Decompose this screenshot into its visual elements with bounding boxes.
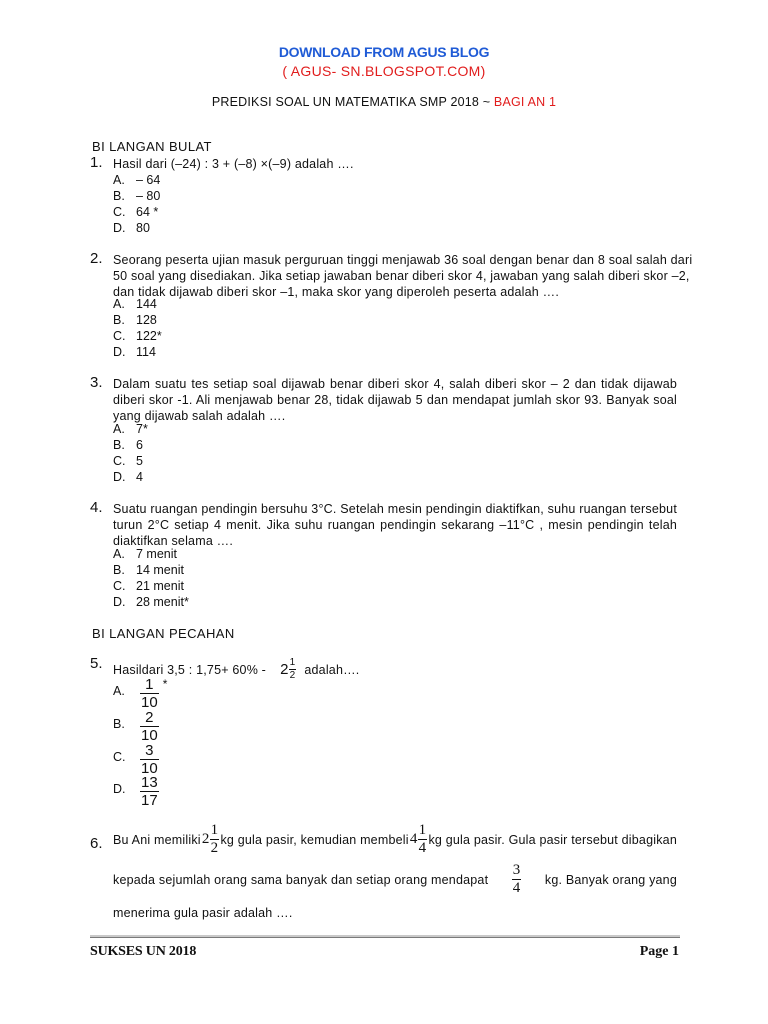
fraction-numerator: 1 xyxy=(210,822,219,838)
option-d xyxy=(113,595,189,609)
option-a xyxy=(113,173,160,187)
option-text: 28 menit* xyxy=(136,595,189,609)
option-c xyxy=(113,205,158,219)
option-letter: D. xyxy=(113,782,126,796)
option-fraction-b xyxy=(140,710,159,743)
fraction-denominator: 2 xyxy=(210,840,219,856)
option-b xyxy=(113,563,184,577)
option-letter: B. xyxy=(113,313,125,327)
question-text: kg gula pasir, kemudian membeli xyxy=(220,832,409,847)
question-text: kg gula pasir. Gula pasir tersebut dibagikan xyxy=(428,832,677,847)
option-letter: A. xyxy=(113,173,125,187)
fraction-numerator: 3 xyxy=(512,862,521,878)
mixed-fraction xyxy=(289,658,297,681)
option-text: 128 xyxy=(136,313,157,327)
option-text: 7* xyxy=(136,422,148,436)
option-text: 114 xyxy=(136,345,156,359)
option-letter: B. xyxy=(113,717,125,731)
header-title: DOWNLOAD FROM AGUS BLOG xyxy=(278,44,490,60)
question-text: Hasil dari (–24) : 3 + (–8) ×(–9) adalah …. xyxy=(113,157,354,171)
option-letter: A. xyxy=(113,422,125,436)
option-a xyxy=(113,422,148,436)
question-line: menerima gula pasir adalah …. xyxy=(113,906,293,920)
question-line: turun 2°C setiap 4 menit. Jika suhu ruangan pendingin sekarang –11°C , mesin pendingin telah xyxy=(113,518,677,532)
option-fraction-c xyxy=(140,743,159,776)
option-letter: C. xyxy=(113,205,126,219)
option-fraction-d xyxy=(140,775,159,808)
question-text: Bu Ani memiliki xyxy=(113,832,201,847)
mixed-whole: 4 xyxy=(409,831,418,847)
correct-mark: * xyxy=(162,677,168,691)
fraction-denominator: 4 xyxy=(512,880,521,896)
option-letter: B. xyxy=(113,563,125,577)
option-letter: A. xyxy=(113,297,125,311)
question-line: dan tidak dijawab diberi skor –1, maka skor yang diperoleh peserta adalah …. xyxy=(113,285,560,299)
fraction-numerator: 3 xyxy=(145,742,154,759)
option-text: 64 * xyxy=(136,205,159,219)
option-text: – 80 xyxy=(136,189,161,203)
option-letter: C. xyxy=(113,454,126,468)
option-text: 144 xyxy=(136,297,157,311)
question-number: 5. xyxy=(90,655,103,672)
fraction-numerator: 13 xyxy=(141,774,158,791)
option-letter: D. xyxy=(113,345,126,359)
question-line: Suatu ruangan pendingin bersuhu 3°C. Setelah mesin pendingin diaktifkan, suhu ruangan tersebut xyxy=(113,502,677,516)
fraction-denominator: 2 xyxy=(289,670,296,681)
option-letter: B. xyxy=(113,438,125,452)
option-b xyxy=(113,313,157,327)
question-number: 2. xyxy=(90,250,103,267)
option-letter: C. xyxy=(113,329,126,343)
mixed-fraction xyxy=(210,823,220,856)
footer-page-number: Page 1 xyxy=(639,944,679,959)
option-c xyxy=(113,454,143,468)
question-line: Seorang peserta ujian masuk perguruan tinggi menjawab 36 soal dengan benar dan 8 soal salah dari xyxy=(113,253,693,267)
option-letter: A. xyxy=(113,547,125,561)
option-text: 14 menit xyxy=(136,563,184,577)
question-number: 1. xyxy=(90,154,103,171)
question-line: yang dijawab salah adalah …. xyxy=(113,409,286,423)
option-text: – 64 xyxy=(136,173,161,187)
question-line: Dalam suatu tes setiap soal dijawab benar diberi skor 4, salah diberi skor – 2 dan tidak dijawab xyxy=(113,377,677,391)
question-number: 4. xyxy=(90,499,103,516)
option-a xyxy=(113,547,177,561)
option-letter: A. xyxy=(113,684,125,698)
option-letter: D. xyxy=(113,595,126,609)
mixed-whole: 2 xyxy=(201,831,210,847)
section-title-bulat: BI LANGAN BULAT xyxy=(92,139,212,154)
option-c xyxy=(113,579,184,593)
option-b xyxy=(113,438,143,452)
option-text: 7 menit xyxy=(136,547,177,561)
option-text: 6 xyxy=(136,438,143,452)
fraction-denominator: 10 xyxy=(141,727,158,744)
fraction-numerator: 1 xyxy=(145,676,154,693)
option-d xyxy=(113,221,150,235)
fraction-numerator: 1 xyxy=(289,657,296,668)
option-a xyxy=(113,297,157,311)
option-d xyxy=(113,470,143,484)
question-text: kepada sejumlah orang sama banyak dan setiap orang mendapat xyxy=(113,872,489,887)
option-letter: D. xyxy=(113,470,126,484)
header-subtitle xyxy=(0,95,768,109)
fraction-denominator: 17 xyxy=(141,792,158,809)
footer-left: SUKSES UN 2018 xyxy=(90,944,197,959)
option-text: 80 xyxy=(136,221,150,235)
mixed-fraction xyxy=(418,823,428,856)
question-line xyxy=(113,823,677,856)
option-c xyxy=(113,329,162,343)
subtitle-part: BAGI AN 1 xyxy=(493,95,557,109)
question-line: diberi skor -1. Ali menjawab benar 28, tidak dijawab 5 dan mendapat jumlah skor 93. Banyak soal xyxy=(113,393,677,407)
option-letter: B. xyxy=(113,189,125,203)
option-letter: D. xyxy=(113,221,126,235)
question-number: 3. xyxy=(90,374,103,391)
fraction xyxy=(512,863,522,896)
question-text: kg. Banyak orang yang xyxy=(544,872,677,887)
option-b xyxy=(113,189,160,203)
question-line xyxy=(113,863,677,896)
question-text-post: adalah…. xyxy=(304,662,360,677)
header-url: ( AGUS- SN.BLOGSPOT.COM) xyxy=(282,63,486,79)
fraction-denominator: 10 xyxy=(141,694,158,711)
option-text: 122* xyxy=(136,329,162,343)
fraction-numerator: 2 xyxy=(145,709,154,726)
question-line: diaktifkan selama …. xyxy=(113,534,234,548)
footer-divider xyxy=(90,935,680,938)
fraction-denominator: 10 xyxy=(141,760,158,777)
section-title-pecahan: BI LANGAN PECAHAN xyxy=(92,626,235,641)
option-text: 21 menit xyxy=(136,579,184,593)
fraction-numerator: 1 xyxy=(418,822,427,838)
option-text: 4 xyxy=(136,470,143,484)
fraction-denominator: 4 xyxy=(418,840,427,856)
option-d xyxy=(113,345,156,359)
question-number: 6. xyxy=(90,835,103,852)
option-text: 5 xyxy=(136,454,143,468)
mixed-whole: 2 xyxy=(280,661,289,678)
option-letter: C. xyxy=(113,579,126,593)
subtitle-text: PREDIKSI SOAL UN MATEMATIKA SMP 2018 ~ xyxy=(211,95,494,109)
option-fraction-a xyxy=(140,677,167,710)
question-line: 50 soal yang disediakan. Jika setiap jawaban benar diberi skor 4, jawaban yang salah diberi skor –2, xyxy=(113,269,690,283)
option-letter: C. xyxy=(113,750,126,764)
question-text-pre: Hasildari 3,5 : 1,75+ 60% - xyxy=(113,662,267,677)
